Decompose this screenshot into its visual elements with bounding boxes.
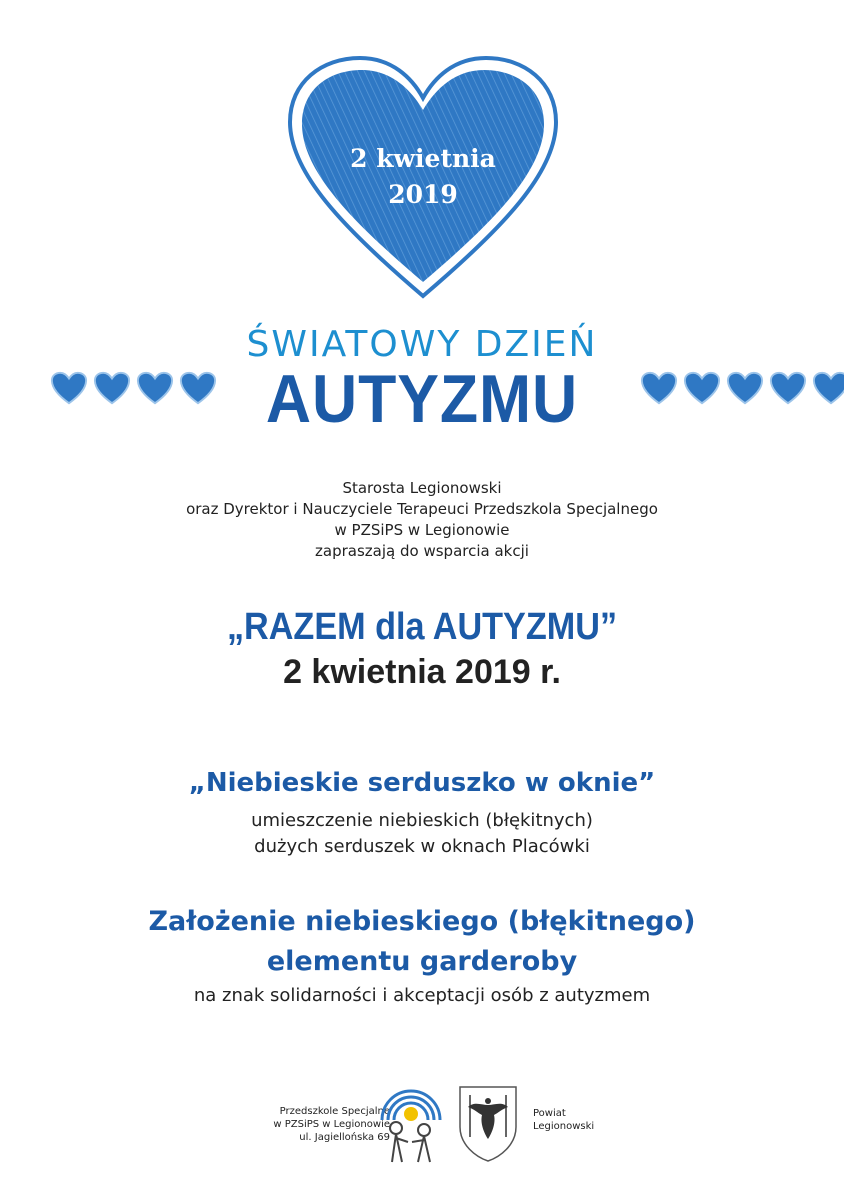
action2-title — [0, 902, 844, 982]
school-address-line: ul. Jagiellońska 69 — [299, 1132, 390, 1143]
county-name-line: Legionowski — [533, 1121, 595, 1132]
county-coat-of-arms-icon — [456, 1083, 520, 1163]
action1-line: umieszczenie niebieskich (błękitnych) — [251, 810, 593, 831]
heart-date-line2: 2019 — [388, 180, 458, 209]
heart-icon — [282, 52, 564, 302]
invitation-line: w PZSiPS w Legionowie — [334, 521, 510, 539]
campaign-date: 2 kwietnia 2019 r. — [283, 653, 561, 691]
invitation-line: oraz Dyrektor i Nauczyciele Terapeuci Przedszkola Specjalnego — [186, 500, 658, 518]
invitation-line: Starosta Legionowski — [342, 479, 502, 497]
action1-title: „Niebieskie serduszko w oknie” — [188, 768, 656, 798]
action2-title-line: Założenie niebieskiego (błękitnego) — [148, 906, 696, 937]
action1-line: dużych serduszek w oknach Placówki — [254, 836, 590, 857]
invitation-text — [0, 478, 844, 562]
county-name-line: Powiat — [533, 1108, 566, 1119]
action2-description: na znak solidarności i akceptacji osób z autyzmem — [193, 985, 651, 1006]
school-logo-icon — [374, 1080, 448, 1168]
action2-title-line: elementu garderoby — [266, 946, 578, 977]
campaign-name: „RAZEM dla AUTYZMU” — [226, 606, 618, 648]
heart-date-line1: 2 kwietnia — [350, 144, 496, 173]
school-address — [230, 1105, 390, 1144]
action1-description — [0, 808, 844, 860]
invitation-line: zapraszają do wsparcia akcji — [315, 542, 529, 560]
small-heart-icon — [812, 370, 844, 406]
big-heart — [282, 52, 564, 302]
title-top: ŚWIATOWY DZIEŃ — [246, 324, 598, 365]
title-main: AUTYZMU — [265, 361, 579, 437]
school-address-line: Przedszkole Specjalne — [279, 1106, 390, 1117]
county-name — [533, 1107, 653, 1133]
school-address-line: w PZSiPS w Legionowie — [273, 1119, 390, 1130]
